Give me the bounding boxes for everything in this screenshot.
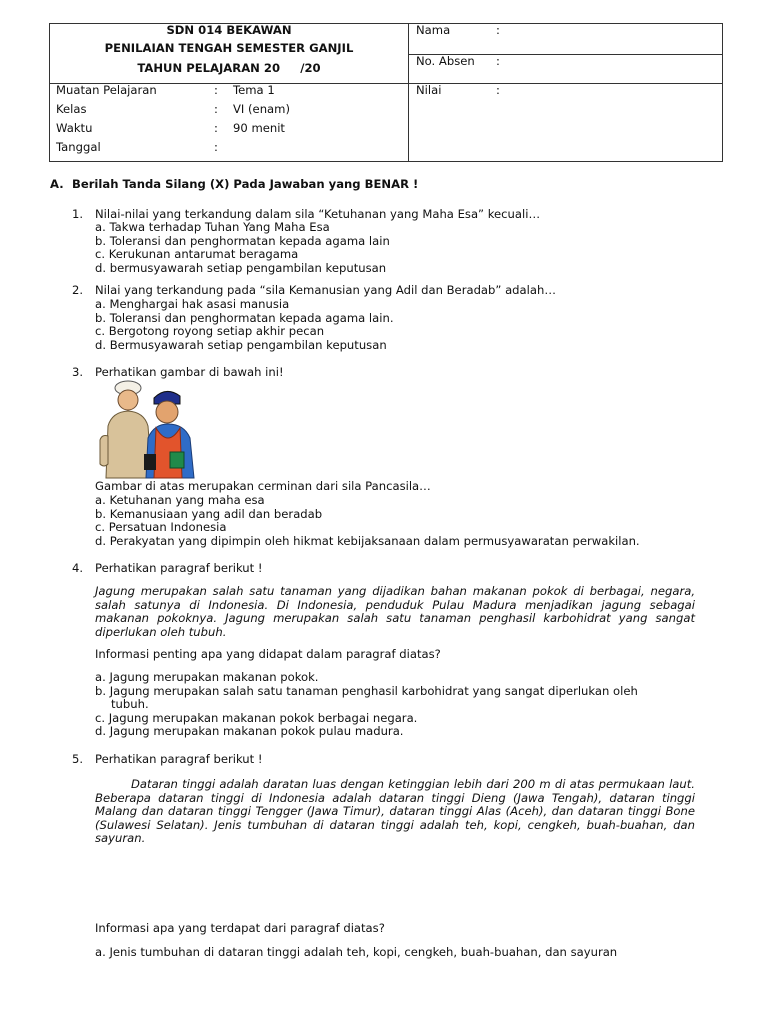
options-list	[95, 946, 617, 960]
field-label: Waktu	[56, 121, 93, 135]
paragraph-text: Dataran tinggi adalah daratan luas dengan ketinggian lebih dari 200 m di atas permukaan laut. Beberapa dataran tinggi di Indonesia adalah dataran tinggi Dieng (Jawa Tengah), dataran tinggi Malang dan dataran tinggi Tengger (Jawa Timur), dataran tinggi Alas (Aceh), dan dataran tinggi Bone (Sulawesi Selatan). Jenis tumbuhan di dataran tinggi adalah teh, kopi, cengkeh, buah-buahan, dan sayuran.	[95, 777, 695, 846]
field-colon: :	[214, 83, 218, 97]
question-text: Nilai-nilai yang terkandung dalam sila “Ketuhanan yang Maha Esa” kecuali…	[95, 207, 541, 221]
question-text: Nilai yang terkandung pada “sila Kemanusian yang Adil dan Beradab” adalah…	[95, 283, 556, 297]
field-value: Tema 1	[233, 83, 275, 97]
options-list	[95, 671, 638, 739]
options-list	[95, 221, 390, 275]
field-label: Kelas	[56, 102, 87, 116]
exam-title: PENILAIAN TENGAH SEMESTER GANJIL	[104, 41, 354, 55]
question-number: 4.	[72, 561, 84, 575]
option: a. Ketuhanan yang maha esa	[95, 493, 265, 507]
option: b. Jagung merupakan salah satu tanaman penghasil karbohidrat yang sangat diperlukan oleh	[95, 683, 638, 698]
options-list	[95, 298, 394, 352]
option: d. Perakyatan yang dipimpin oleh hikmat kebijaksanaan dalam permusyawaratan perwakilan.	[95, 533, 640, 548]
option: c. Persatuan Indonesia	[95, 520, 227, 535]
option: b. Kemanusiaan yang adil dan beradab	[95, 506, 323, 521]
question-text: Perhatikan paragraf berikut !	[95, 752, 263, 766]
option: a. Jenis tumbuhan di dataran tinggi adalah teh, kopi, cengkeh, buah-buahan, dan sayuran	[95, 945, 618, 959]
question-number: 5.	[72, 752, 84, 766]
field-value: VI (enam)	[233, 102, 290, 116]
option: b. Toleransi dan penghormatan kepada agama lain	[95, 233, 390, 248]
field-colon: :	[496, 54, 500, 68]
option: d. Jagung merupakan makanan pokok pulau madura.	[95, 724, 404, 739]
option: c. Jagung merupakan makanan pokok berbagai negara.	[95, 710, 418, 725]
question-prompt: Informasi apa yang terdapat dari paragraf diatas?	[95, 921, 385, 935]
question-followup: Gambar di atas merupakan cerminan dari sila Pancasila…	[95, 479, 431, 493]
question-number: 2.	[72, 283, 84, 297]
field-colon: :	[496, 83, 500, 97]
field-colon: :	[214, 102, 218, 116]
illustration-two-people	[96, 378, 210, 480]
section-title: Berilah Tanda Silang (X) Pada Jawaban yang BENAR !	[72, 177, 419, 191]
option: a. Takwa terhadap Tuhan Yang Maha Esa	[95, 220, 330, 234]
field-label: Nama	[416, 23, 451, 37]
reading-paragraph: Jagung merupakan salah satu tanaman yang dijadikan bahan makanan pokok di berbagai, negara, salah satunya di Indonesia. Di Indonesia, penduduk Pulau Madura menjadikan jagung sebagai makanan pokoknya. Jagung merupakan salah satu tanaman penghasil karbohidrat yang sangat diperlukan oleh tubuh.	[95, 584, 695, 639]
option: c. Kerukunan antarumat beragama	[95, 247, 299, 262]
option: a. Jagung merupakan makanan pokok.	[95, 670, 319, 684]
field-label: Muatan Pelajaran	[56, 83, 157, 97]
field-colon: :	[214, 140, 218, 154]
school-name: SDN 014 BEKAWAN	[166, 23, 292, 37]
question-number: 1.	[72, 207, 84, 221]
option: a. Menghargai hak asasi manusia	[95, 297, 290, 311]
field-label: Nilai	[416, 83, 442, 97]
question-prompt: Informasi penting apa yang didapat dalam paragraf diatas?	[95, 647, 441, 661]
reading-paragraph	[95, 778, 695, 846]
option: d. Bermusyawarah setiap pengambilan keputusan	[95, 337, 387, 352]
option-continuation: tubuh.	[111, 697, 149, 712]
field-label: Tanggal	[56, 140, 101, 154]
school-year: TAHUN PELAJARAN 20 /20	[137, 61, 321, 75]
question-text: Perhatikan paragraf berikut !	[95, 561, 263, 575]
field-colon: :	[496, 23, 500, 37]
option: d. bermusyawarah setiap pengambilan keputusan	[95, 260, 387, 275]
question-number: 3.	[72, 365, 84, 379]
section-letter: A.	[50, 177, 64, 191]
header-table	[49, 23, 723, 162]
field-colon: :	[214, 121, 218, 135]
field-label: No. Absen	[416, 54, 475, 68]
table-divider	[408, 24, 409, 161]
field-value: 90 menit	[233, 121, 285, 135]
option: b. Toleransi dan penghormatan kepada agama lain.	[95, 310, 394, 325]
question-text: Perhatikan gambar di bawah ini!	[95, 365, 284, 379]
option: c. Bergotong royong setiap akhir pecan	[95, 324, 325, 339]
options-list	[95, 494, 640, 548]
